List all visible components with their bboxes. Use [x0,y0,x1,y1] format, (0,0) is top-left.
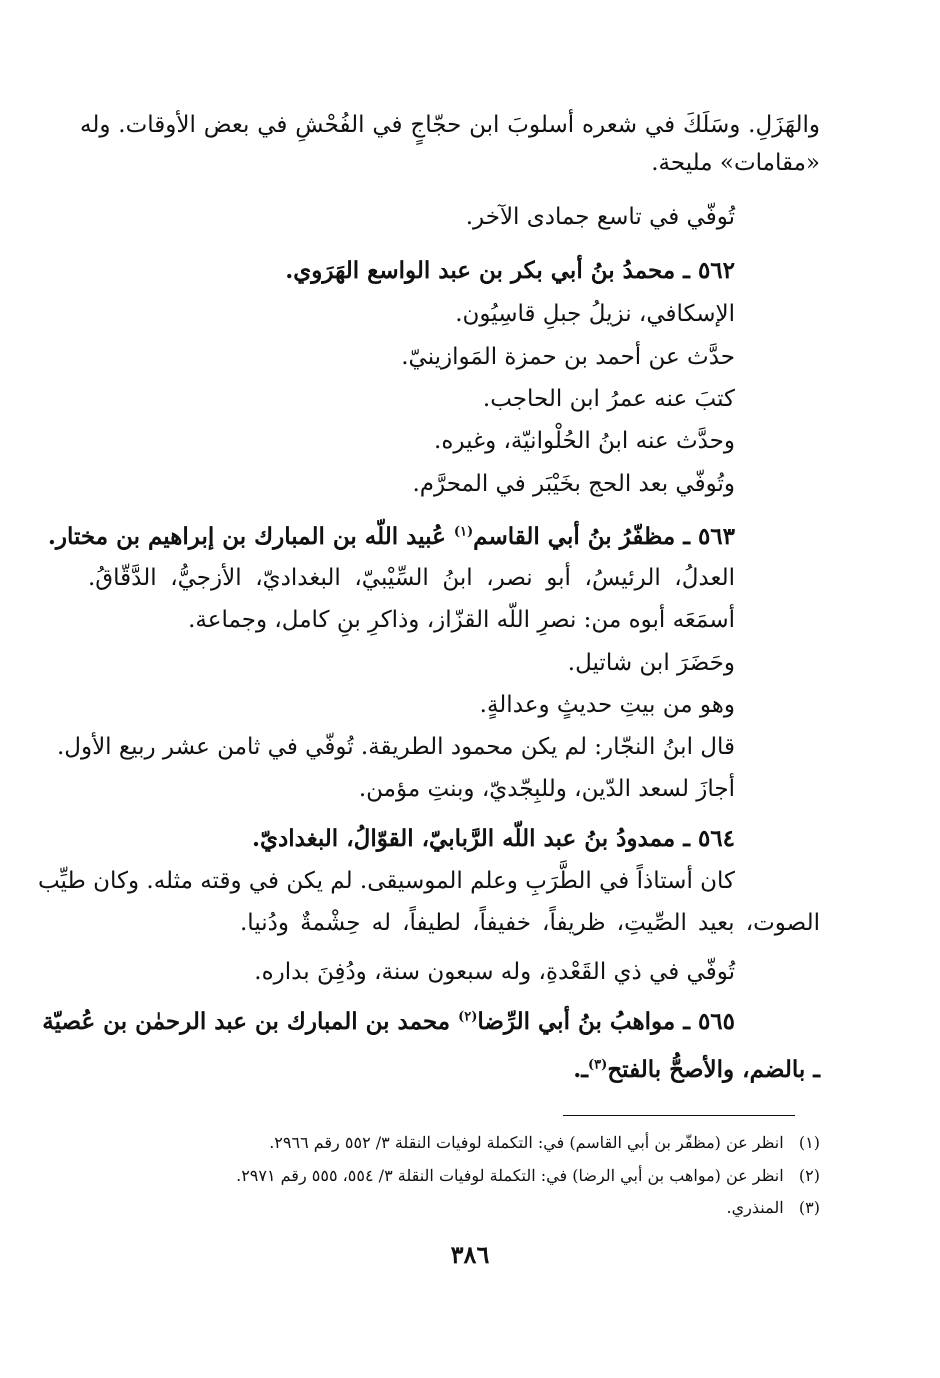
heading-part: ٥٦٥ ـ مواهبُ بنُ أبي الرِّضا [477,1008,735,1035]
body-line: «مقامات» مليحة. [651,150,820,176]
body-line: كتبَ عنه عمرُ ابن الحاجب. [482,386,735,412]
footnote-number: (١) [798,1133,820,1152]
body-line: حدَّث عن أحمد بن حمزة المَوازينيّ. [401,344,735,370]
body-line: أجازَ لسعد الدّين، وللبِجّديّ، وبنتِ مؤمن. [358,776,735,802]
footnote-text: انظر عن (مواهب بن أبي الرضا) في: التكملة لوفيات النقلة ٣/ ٥٥٤، ٥٥٥ رقم ٢٩٧١. [236,1166,784,1185]
entry-heading-565-cont [573,1053,820,1087]
body-line: والهَزَلِ. وسَلَكَ في شعره أسلوبَ ابن حجّاجٍ في الفُحْشِ في بعض الأوقات. وله [80,112,820,138]
body-line: وحدَّث عنه ابنُ الحُلْوانيّة، وغيره. [434,428,735,454]
body-line: الإسكافي، نزيلُ جبلِ قاسِيُون. [455,301,735,327]
heading-part: ـ. [573,1056,589,1083]
footnote-ref: (١) [453,524,474,540]
footnote-number: (٣) [798,1198,820,1217]
entry-heading-564: ٥٦٤ ـ ممدودُ بنُ عبد اللّه الرَّبابيّ، القوّالُ، البغداديّ. [252,825,735,852]
entry-heading-562: ٥٦٢ ـ محمدُ بنُ أبي بكر بن عبد الواسع الهَرَوي. [285,257,735,284]
footnote-ref: (٢) [458,1009,478,1025]
footnote-text: المنذري. [726,1198,784,1217]
body-line: أسمَعَه أبوه من: نصرِ اللّه القزّاز، وذاكرِ بنِ كامل، وجماعة. [188,607,735,633]
body-line: تُوفّي في تاسع جمادى الآخر. [465,204,735,230]
body-line: كان أستاذاً في الطَّرَبِ وعلم الموسيقى. لم يكن في وقته مثله. وكان طيِّب [37,868,735,894]
body-line: وحَضَرَ ابن شاتيل. [567,650,735,676]
footnote-1 [269,1130,820,1156]
footnote-2 [236,1163,820,1189]
heading-part: عُبيد اللّه بن المبارك بن إبراهيم بن مختار. [47,523,446,550]
body-line: العدلُ، الرئيسُ، أبو نصر، ابنُ السِّيْبيّ، البغداديّ، الأزجيُّ، الدَّقّاقُ. [88,565,735,591]
body-line: وتُوفّي بعد الحج بخَيْبَر في المحرَّم. [412,471,735,497]
footnote-ref: (٣) [588,1057,608,1073]
heading-part: محمد بن المبارك بن عبد الرحمٰن بن عُصيّة [42,1008,451,1035]
body-line: وهو من بيتِ حديثٍ وعدالةٍ. [479,692,735,718]
page-number: ٣٨٦ [450,1240,490,1269]
footnote-number: (٢) [798,1166,820,1185]
heading-part: ٥٦٣ ـ مظفّرُ بنُ أبي القاسم [473,523,735,550]
heading-part: ـ بالضم، والأصحُّ بالفتح [607,1056,820,1083]
entry-heading-565 [42,1005,735,1039]
body-line: تُوفّي في ذي القَعْدةِ، وله سبعون سنة، ودُفِنَ بداره. [254,959,735,985]
entry-heading-563 [47,520,735,554]
footnote-3 [727,1195,821,1221]
body-line: قال ابنُ النجّار: لم يكن محمود الطريقة. تُوفّي في ثامن عشر ربيع الأول. [56,734,735,760]
body-line: الصوت، بعيد الصِّيتِ، ظريفاً، خفيفاً، لطيفاً، له حِشْمةٌ ودُنيا. [240,910,820,936]
footnote-text: انظر عن (مظفّر بن أبي القاسم) في: التكملة لوفيات النقلة ٣/ ٥٥٢ رقم ٢٩٦٦. [269,1133,784,1152]
footnote-divider [563,1115,795,1116]
